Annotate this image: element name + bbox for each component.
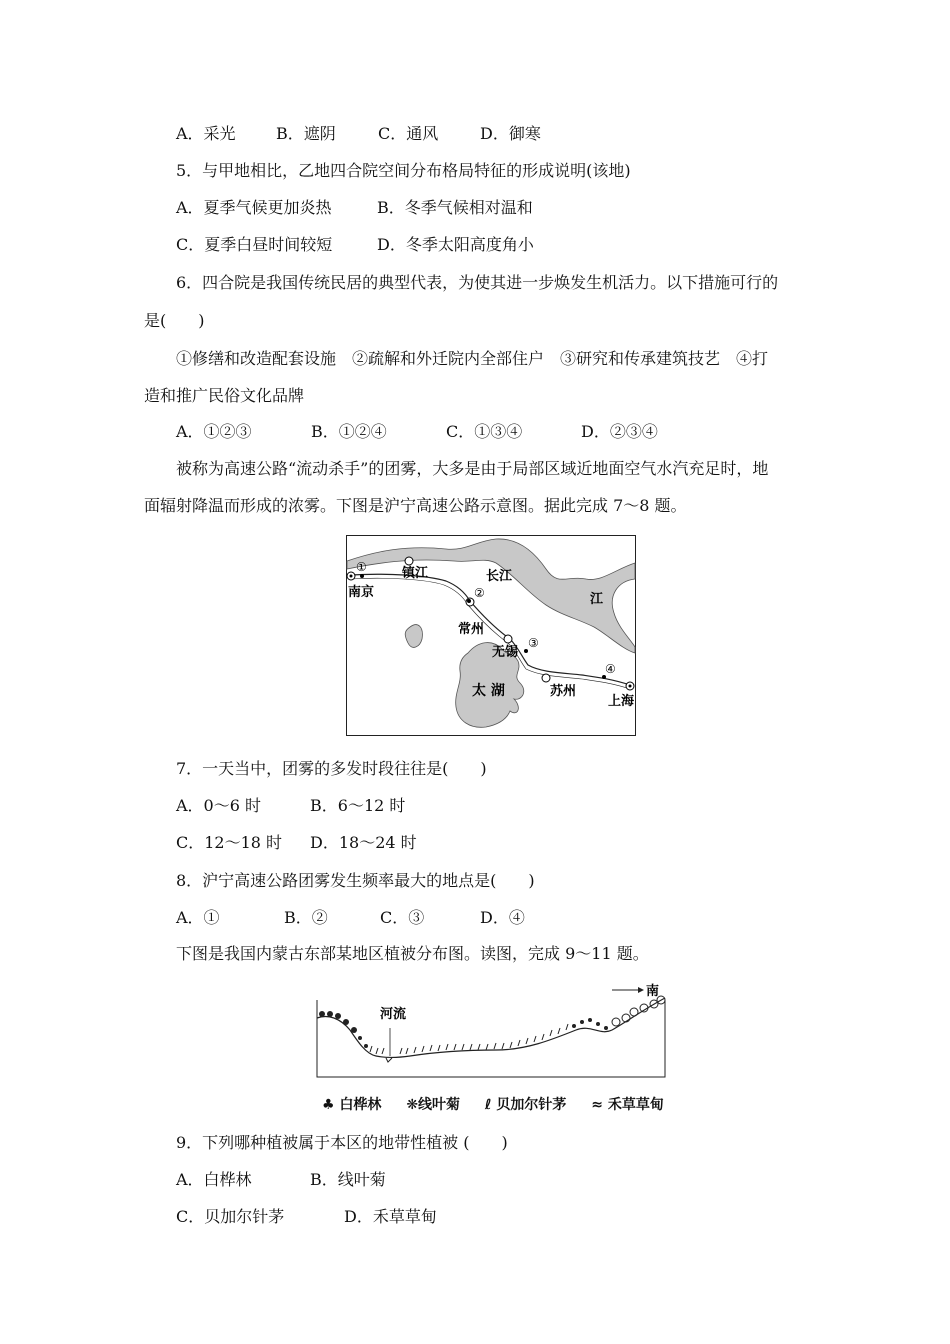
label-suzhou: 苏州 — [550, 684, 577, 699]
q9-options-row2 — [176, 1206, 437, 1228]
birch-forest-right — [612, 996, 665, 1026]
q5-options-row2 — [176, 234, 534, 256]
wuxi-marker — [504, 635, 512, 643]
option-c: C．③ — [380, 908, 425, 927]
passage2: 下图是我国内蒙古东部某地区植被分布图。读图，完成 9～11 题。 — [176, 944, 649, 963]
option-d: D．②③④ — [581, 422, 658, 441]
option-d: D．④ — [480, 908, 525, 927]
option-b: B．遮阴 — [276, 124, 336, 143]
birch-forest-left — [319, 1011, 357, 1033]
label-wuxi: 无锡 — [492, 645, 519, 660]
q9-options-row1 — [176, 1169, 386, 1191]
q6-stem-line1: 6．四合院是我国传统民居的典型代表，为使其进一步焕发生机活力。以下措施可行的 — [176, 273, 779, 292]
point-1: ① — [356, 560, 367, 574]
label-taihu: 太 湖 — [472, 683, 505, 699]
profile-box — [317, 1000, 665, 1077]
option-d: D．禾草草甸 — [344, 1207, 437, 1226]
label-nanjing: 南京 — [348, 585, 375, 600]
option-b: B．冬季气候相对温和 — [377, 198, 533, 217]
option-a: A．采光 — [176, 124, 236, 143]
option-a: A．白桦林 — [176, 1170, 252, 1189]
point-2: ② — [474, 586, 485, 600]
chrysanthemum-marks — [358, 1018, 608, 1048]
terrain-line — [317, 998, 665, 1058]
label-jiang: 江 — [590, 592, 604, 607]
option-b: B．② — [284, 908, 328, 927]
option-a: A．0～6 时 — [176, 796, 262, 815]
q5-options-row1 — [176, 197, 533, 219]
passage1-line1: 被称为高速公路“流动杀手”的团雾，大多是由于局部区域近地面空气水汽充足时，地 — [176, 459, 769, 478]
vegetation-profile — [316, 978, 666, 1078]
label-zhenjiang: 镇江 — [402, 566, 429, 581]
passage1-line2: 面辐射降温而形成的浓雾。下图是沪宁高速公路示意图。据此完成 7～8 题。 — [144, 496, 687, 515]
option-a: A．夏季气候更加炎热 — [176, 198, 332, 217]
point-4: ④ — [605, 662, 616, 676]
option-d: D．御寒 — [480, 124, 541, 143]
south-label: 南 — [646, 984, 660, 999]
label-shanghai: 上海 — [608, 694, 635, 709]
option-c: C．贝加尔针茅 — [176, 1207, 285, 1226]
q8-options — [176, 907, 525, 929]
river-label: 河流 — [380, 1007, 407, 1022]
q7-options-row2 — [176, 832, 417, 854]
q6-options — [176, 421, 658, 443]
option-a: A．① — [176, 908, 220, 927]
q6-stem-line2: 是( ) — [144, 311, 205, 330]
suzhou-marker — [542, 674, 550, 682]
option-b: B．线叶菊 — [310, 1170, 386, 1189]
option-b: B．①②④ — [311, 422, 387, 441]
q8-stem: 8．沪宁高速公路团雾发生频率最大的地点是( ) — [176, 871, 535, 890]
q7-stem: 7．一天当中，团雾的多发时段往往是( ) — [176, 759, 487, 778]
legend-meadow: ≈ 禾草草甸 — [591, 1097, 664, 1113]
q9-stem: 9．下列哪种植被属于本区的地带性植被 ( ) — [176, 1133, 508, 1152]
legend-needle-grass: ℓ 贝加尔针茅 — [484, 1097, 567, 1113]
point-3: ③ — [528, 636, 539, 650]
legend-chrysanthemum: ❋线叶菊 — [406, 1097, 461, 1113]
option-b: B．6～12 时 — [310, 796, 406, 815]
option-c: C．①③④ — [446, 422, 523, 441]
label-changjiang: 长江 — [486, 569, 513, 584]
option-c: C．12～18 时 — [176, 833, 283, 852]
option-c: C．夏季白昼时间较短 — [176, 235, 333, 254]
option-d: D．冬季太阳高度角小 — [377, 235, 534, 254]
huning-expressway-map — [346, 535, 636, 736]
label-changzhou: 常州 — [458, 622, 485, 637]
option-c: C．通风 — [378, 124, 439, 143]
q6-items-line2: 造和推广民俗文化品牌 — [144, 386, 305, 405]
q6-items-line1: ①修缮和改造配套设施 ②疏解和外迁院内全部住户 ③研究和传承建筑技艺 ④打 — [176, 349, 769, 368]
option-d: D．18～24 时 — [310, 833, 417, 852]
grass-marks — [370, 1024, 568, 1054]
q5-stem: 5．与甲地相比，乙地四合院空间分布格局特征的形成说明(该地) — [176, 161, 631, 180]
q4-options — [176, 123, 541, 145]
q7-options-row1 — [176, 795, 405, 817]
profile-legend — [322, 1094, 684, 1114]
option-a: A．①②③ — [176, 422, 252, 441]
legend-birch: ♣ 白桦林 — [322, 1097, 382, 1113]
zhenjiang-marker — [405, 557, 413, 565]
